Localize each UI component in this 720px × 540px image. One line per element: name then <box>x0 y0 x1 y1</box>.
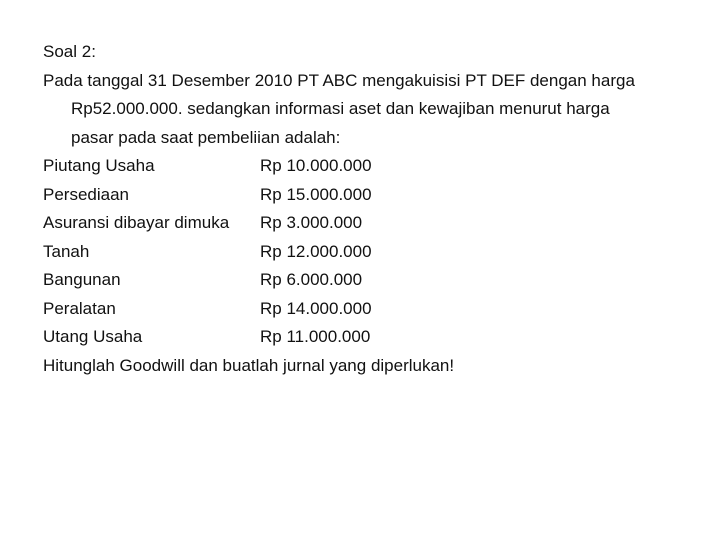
item-label: Piutang Usaha <box>43 156 155 175</box>
item-value: Rp 6.000.000 <box>260 270 363 289</box>
list-item <box>43 152 683 181</box>
list-item <box>43 238 683 267</box>
intro-line-2: Rp52.000.000. sedangkan informasi aset dan kewajiban menurut harga <box>71 99 610 118</box>
item-value: Rp 10.000.000 <box>260 156 372 175</box>
intro-line-3: pasar pada saat pembeliian adalah: <box>71 127 341 147</box>
item-label: Utang Usaha <box>43 327 143 346</box>
list-item <box>43 181 683 210</box>
item-value: Rp 11.000.000 <box>260 327 371 346</box>
item-label: Bangunan <box>43 270 121 289</box>
problem-heading: Soal 2: <box>43 42 96 61</box>
item-value: Rp 14.000.000 <box>260 298 372 318</box>
asset-liability-list <box>43 152 683 352</box>
list-item <box>43 209 683 238</box>
item-label: Persediaan <box>43 184 130 204</box>
slide-content <box>43 38 683 380</box>
list-item <box>43 295 683 324</box>
item-value: Rp 15.000.000 <box>260 184 372 204</box>
item-value: Rp 3.000.000 <box>260 213 363 232</box>
list-item <box>43 266 683 295</box>
list-item <box>43 323 683 352</box>
instruction-text: Hitunglah Goodwill dan buatlah jurnal yang diperlukan! <box>43 355 455 375</box>
item-label: Tanah <box>43 241 90 261</box>
item-label: Peralatan <box>43 298 116 318</box>
item-value: Rp 12.000.000 <box>260 241 372 261</box>
item-label: Asuransi dibayar dimuka <box>43 213 230 232</box>
intro-line-1: Pada tanggal 31 Desember 2010 PT ABC mengakuisisi PT DEF dengan harga <box>43 70 635 90</box>
